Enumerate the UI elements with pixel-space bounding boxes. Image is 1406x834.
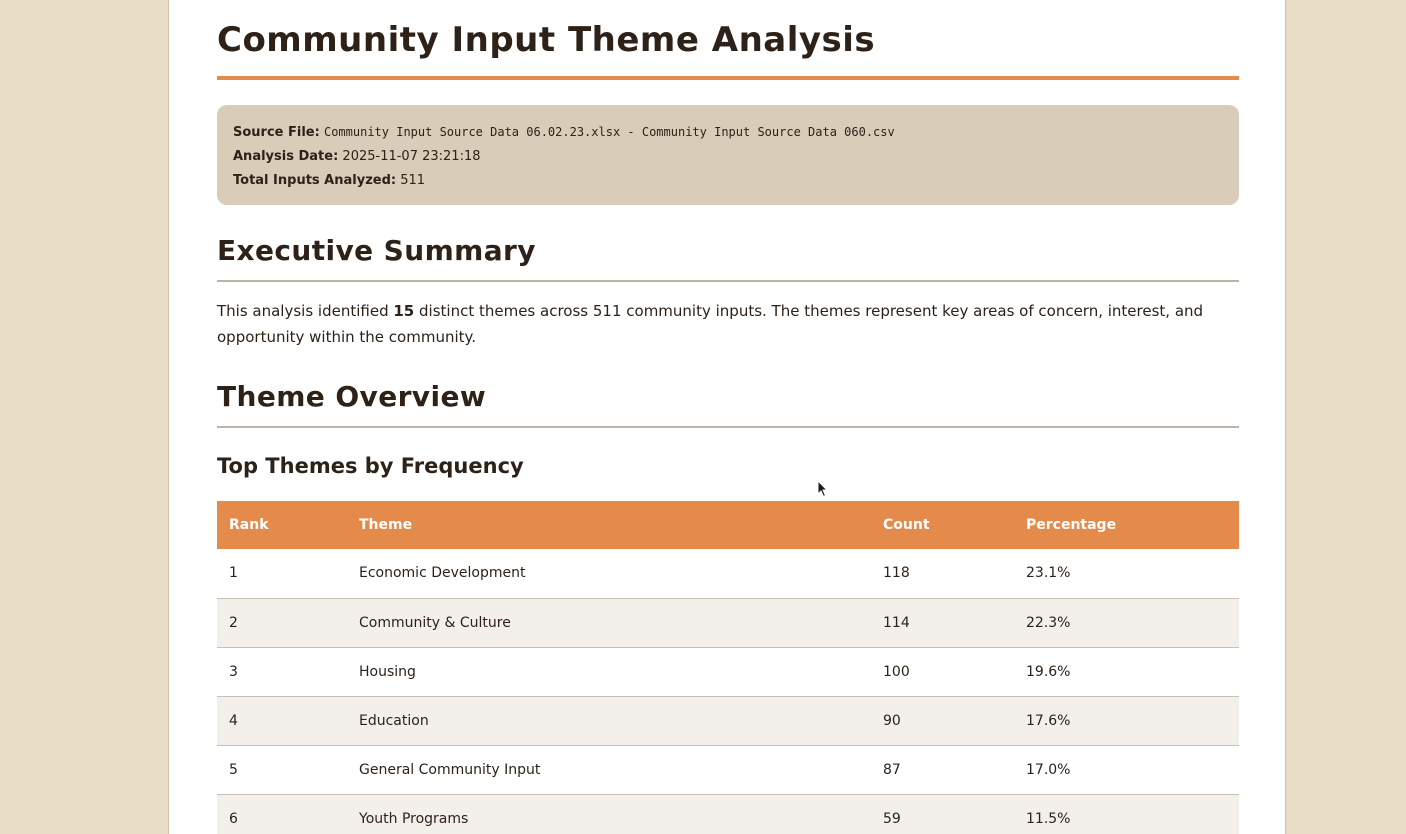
theme-cell: Education [347,696,871,745]
total-inputs-label: Total Inputs Analyzed: [233,173,397,188]
count-cell: 87 [871,745,1014,794]
total-inputs-row [233,169,1223,193]
percentage-cell: 22.3% [1014,598,1239,647]
top-themes-subheading: Top Themes by Frequency [217,454,524,478]
themes-table [217,501,1239,834]
table-row [217,598,1239,647]
theme-cell: Youth Programs [347,794,871,834]
summary-text-before: This analysis identified [217,302,394,320]
source-file-row [233,120,1223,145]
percentage-cell: 11.5% [1014,794,1239,834]
theme-overview-heading: Theme Overview [217,380,487,413]
table-row [217,794,1239,834]
theme-overview-divider [217,426,1239,428]
percentage-cell: 17.6% [1014,696,1239,745]
column-header-percentage: Percentage [1014,501,1239,549]
report-page [168,0,1286,834]
rank-cell: 4 [217,696,347,745]
mouse-cursor-icon [817,480,829,498]
count-cell: 100 [871,647,1014,696]
rank-cell: 2 [217,598,347,647]
summary-text-after: distinct themes across 511 community inputs. The themes represent key areas of concern, interest, and opportunity within the community. [217,302,1204,346]
table-header-row [217,501,1239,549]
analysis-date-row [233,145,1223,169]
rank-cell: 5 [217,745,347,794]
count-cell: 118 [871,549,1014,598]
count-cell: 114 [871,598,1014,647]
total-inputs-value: 511 [400,173,426,188]
analysis-date-value: 2025-11-07 23:21:18 [342,149,481,164]
theme-cell: Community & Culture [347,598,871,647]
percentage-cell: 19.6% [1014,647,1239,696]
executive-summary-divider [217,280,1239,282]
page-title: Community Input Theme Analysis [217,20,876,60]
column-header-theme: Theme [347,501,871,549]
column-header-count: Count [871,501,1014,549]
table-row [217,696,1239,745]
percentage-cell: 17.0% [1014,745,1239,794]
summary-theme-count: 15 [393,302,415,320]
percentage-cell: 23.1% [1014,549,1239,598]
rank-cell: 6 [217,794,347,834]
rank-cell: 1 [217,549,347,598]
table-row [217,745,1239,794]
metadata-box [217,105,1239,205]
executive-summary-heading: Executive Summary [217,234,536,267]
title-divider [217,76,1239,80]
executive-summary-text [217,298,1239,350]
count-cell: 90 [871,696,1014,745]
table-row [217,647,1239,696]
table-row [217,549,1239,598]
source-file-label: Source File: [233,125,320,140]
analysis-date-label: Analysis Date: [233,149,339,164]
theme-cell: Housing [347,647,871,696]
rank-cell: 3 [217,647,347,696]
column-header-rank: Rank [217,501,347,549]
source-file-value: Community Input Source Data 06.02.23.xlsx - Community Input Source Data 060.csv [323,125,895,139]
theme-cell: Economic Development [347,549,871,598]
count-cell: 59 [871,794,1014,834]
theme-cell: General Community Input [347,745,871,794]
